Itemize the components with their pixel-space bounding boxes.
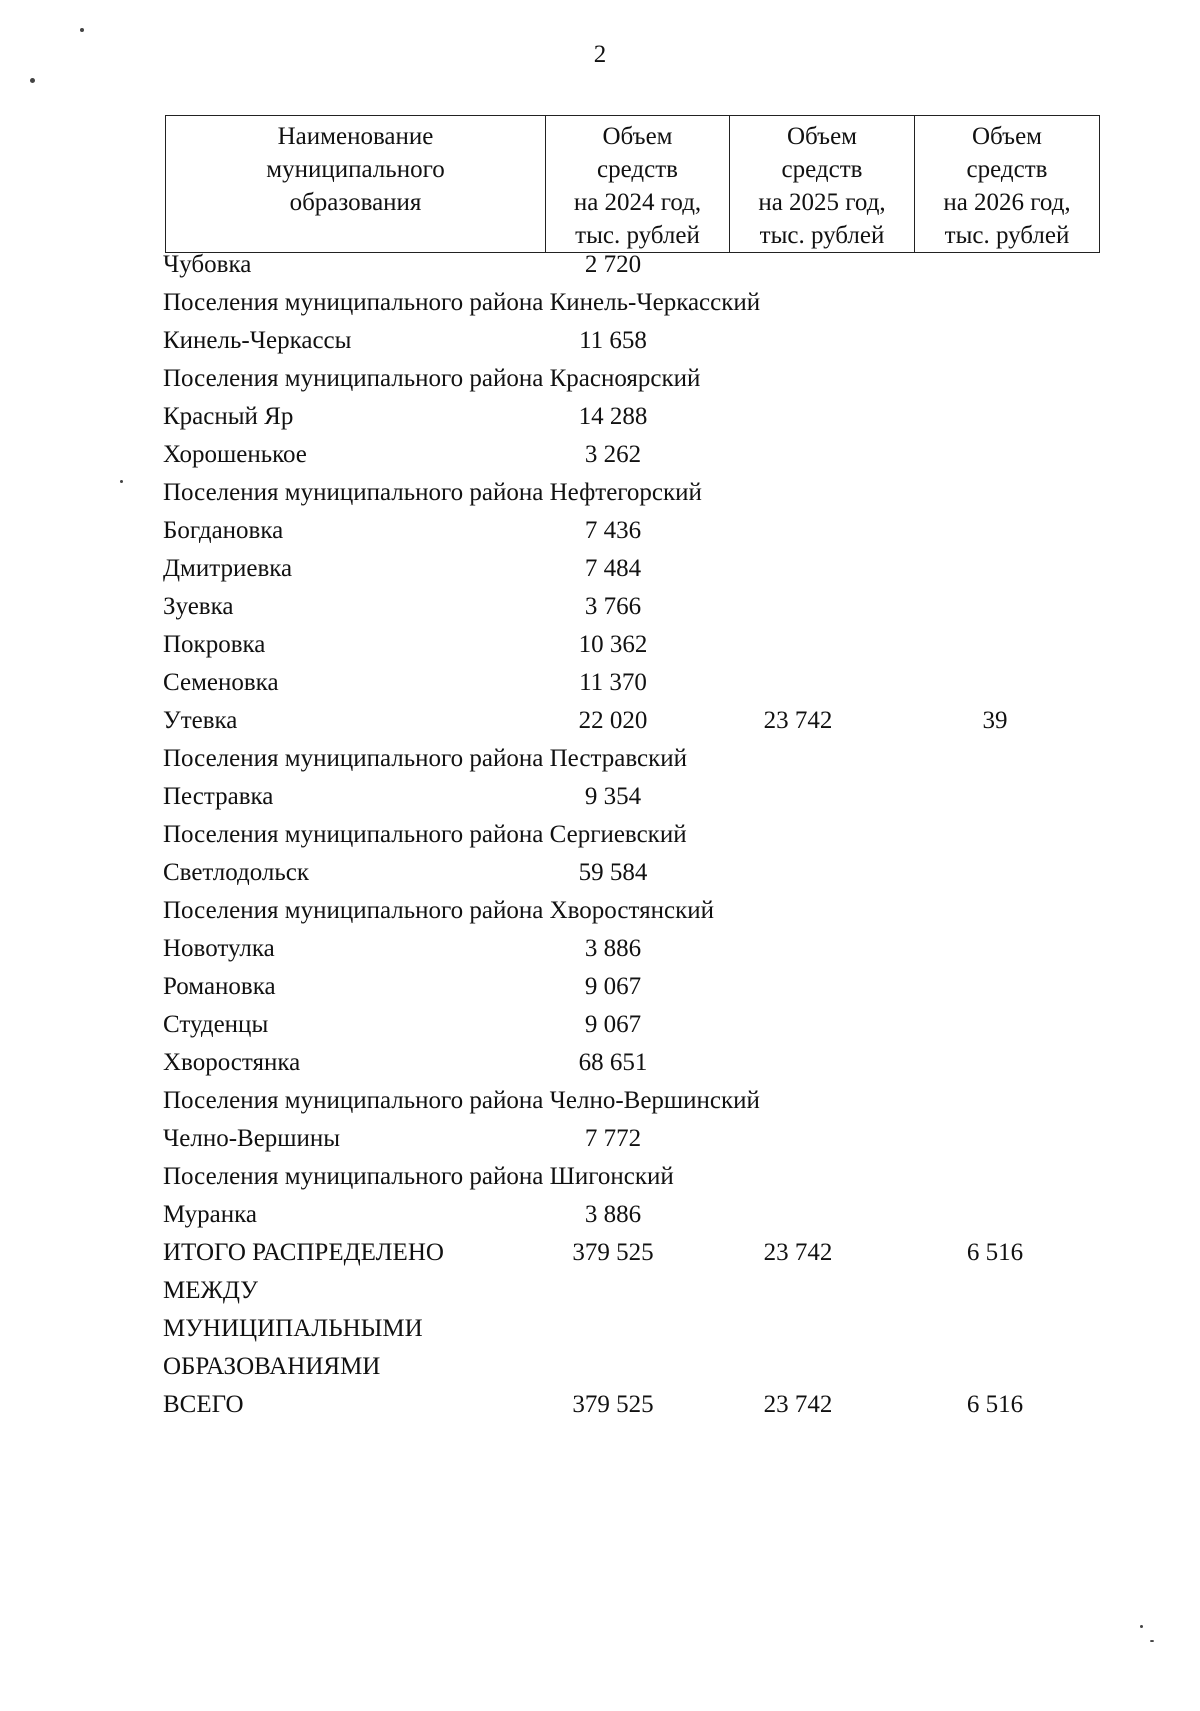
amount-2024: 7 772 (584, 1125, 642, 1152)
group-heading: Поселения муниципального района Хворостянский (163, 897, 715, 924)
scan-speck (120, 480, 123, 483)
amount-2024: 7 436 (584, 517, 642, 544)
group-heading: Поселения муниципального района Красноярский (163, 365, 701, 392)
header-amount-2024: Объем средств на 2024 год, тыс. рублей (546, 116, 730, 253)
table-row (163, 1008, 1103, 1046)
amount-2026: 6 516 (966, 1239, 1024, 1266)
group-heading-row (163, 286, 1103, 324)
table-row (163, 704, 1103, 742)
table-row (163, 1122, 1103, 1160)
group-heading-row (163, 1160, 1103, 1198)
group-heading-row (163, 1084, 1103, 1122)
municipality-name: Новотулка (163, 935, 275, 962)
group-heading: Поселения муниципального района Челно-Вершинский (163, 1087, 760, 1114)
group-heading-row (163, 476, 1103, 514)
municipality-name: Романовка (163, 973, 276, 1000)
amount-2024: 2 720 (584, 251, 642, 278)
table-row (163, 1350, 1103, 1388)
municipality-name: Хорошенькое (163, 441, 307, 468)
table-row (163, 1312, 1103, 1350)
municipality-name: МЕЖДУ (163, 1277, 258, 1304)
table-row (163, 932, 1103, 970)
table-row (163, 1274, 1103, 1312)
municipality-name: Семеновка (163, 669, 279, 696)
municipality-name: МУНИЦИПАЛЬНЫМИ (163, 1315, 423, 1342)
group-heading: Поселения муниципального района Пестравский (163, 745, 687, 772)
municipality-name: Челно-Вершины (163, 1125, 341, 1152)
amount-2024: 379 525 (572, 1239, 654, 1266)
municipality-name: Светлодольск (163, 859, 309, 886)
municipality-name: Зуевка (163, 593, 234, 620)
group-heading-row (163, 894, 1103, 932)
amount-2026: 6 516 (966, 1391, 1024, 1418)
municipality-name: Студенцы (163, 1011, 269, 1038)
municipality-name: Хворостянка (163, 1049, 301, 1076)
municipality-name: Муранка (163, 1201, 257, 1228)
table-body (163, 248, 1103, 1426)
municipality-name: Красный Яр (163, 403, 294, 430)
table-row (163, 780, 1103, 818)
amount-2024: 14 288 (578, 403, 648, 430)
amount-2026: 39 (982, 707, 1008, 734)
amount-2024: 9 354 (584, 783, 642, 810)
table-row (163, 1046, 1103, 1084)
group-heading: Поселения муниципального района Кинель-Черкасский (163, 289, 761, 316)
scan-speck (1150, 1640, 1154, 1642)
municipality-name: ВСЕГО (163, 1391, 244, 1418)
amount-2024: 379 525 (572, 1391, 654, 1418)
amount-2024: 22 020 (578, 707, 648, 734)
amount-2024: 3 886 (584, 1201, 642, 1228)
amount-2024: 11 370 (579, 669, 647, 696)
amount-2024: 68 651 (578, 1049, 648, 1076)
table-header (165, 115, 1100, 253)
municipality-name: Кинель-Черкассы (163, 327, 352, 354)
amount-2024: 3 766 (584, 593, 642, 620)
group-heading-row (163, 742, 1103, 780)
amount-2024: 3 262 (584, 441, 642, 468)
group-heading-row (163, 818, 1103, 856)
scan-speck (1140, 1625, 1143, 1628)
table-row (163, 590, 1103, 628)
table-row (163, 970, 1103, 1008)
amount-2024: 3 886 (584, 935, 642, 962)
municipality-name: Чубовка (163, 251, 252, 278)
table-row (163, 1236, 1103, 1274)
municipality-name: Пестравка (163, 783, 274, 810)
amount-2024: 7 484 (584, 555, 642, 582)
table-row (163, 400, 1103, 438)
table-row (163, 1198, 1103, 1236)
amount-2025: 23 742 (763, 1391, 833, 1418)
amount-2024: 59 584 (578, 859, 648, 886)
group-heading: Поселения муниципального района Сергиевский (163, 821, 687, 848)
table-row (163, 666, 1103, 704)
header-municipality-name: Наименование муниципального образования (166, 116, 546, 253)
amount-2025: 23 742 (763, 1239, 833, 1266)
amount-2024: 11 658 (579, 327, 647, 354)
scan-speck (80, 28, 84, 32)
municipality-name: Покровка (163, 631, 266, 658)
group-heading: Поселения муниципального района Нефтегорский (163, 479, 702, 506)
page-number: 2 (593, 41, 607, 68)
table-row (163, 1388, 1103, 1426)
municipality-name: Дмитриевка (163, 555, 293, 582)
amount-2024: 9 067 (584, 973, 642, 1000)
group-heading-row (163, 362, 1103, 400)
group-heading: Поселения муниципального района Шигонский (163, 1163, 674, 1190)
table-row (163, 628, 1103, 666)
scan-speck (30, 78, 35, 83)
amount-2024: 10 362 (578, 631, 648, 658)
municipality-name: ОБРАЗОВАНИЯМИ (163, 1353, 381, 1380)
amount-2024: 9 067 (584, 1011, 642, 1038)
table-row (163, 856, 1103, 894)
header-amount-2026: Объем средств на 2026 год, тыс. рублей (915, 116, 1100, 253)
header-amount-2025: Объем средств на 2025 год, тыс. рублей (730, 116, 915, 253)
table-row (163, 324, 1103, 362)
municipality-name: Богдановка (163, 517, 284, 544)
table-row (163, 248, 1103, 286)
municipality-name: ИТОГО РАСПРЕДЕЛЕНО (163, 1239, 444, 1266)
table-row (163, 514, 1103, 552)
amount-2025: 23 742 (763, 707, 833, 734)
table-row (163, 552, 1103, 590)
table-row (163, 438, 1103, 476)
municipality-name: Утевка (163, 707, 238, 734)
